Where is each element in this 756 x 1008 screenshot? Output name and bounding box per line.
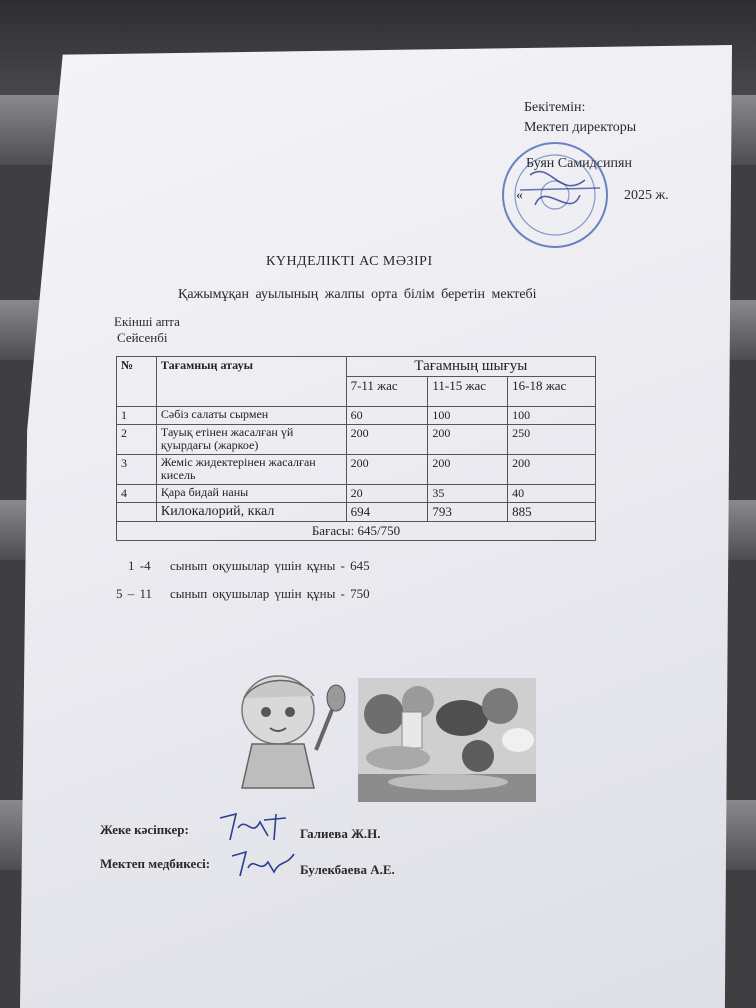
col-no-header: № — [117, 357, 157, 407]
nurse-label: Мектеп медбикесі: — [100, 856, 211, 871]
portion-value: 250 — [508, 425, 596, 455]
total-value: 694 — [346, 503, 428, 522]
dish-name: Тауық етінен жасалған үй қуырдағы (жаркое) — [156, 425, 346, 455]
col-output-header: Тағамның шығуы — [346, 357, 595, 377]
note-price: сынып оқушылар үшін құны - 750 — [170, 586, 370, 601]
day-label: Сейсенбі — [117, 330, 168, 345]
entrepreneur-name: Галиева Ж.Н. — [300, 826, 381, 841]
price-row: Бағасы: 645/750 — [117, 522, 596, 541]
age-header: 11-15 жас — [428, 377, 508, 407]
child-with-spoon-image — [218, 662, 358, 792]
table-row — [117, 455, 596, 485]
total-value: 885 — [508, 503, 596, 522]
note-grades: 1 -4 — [128, 558, 151, 573]
portion-value: 100 — [508, 407, 596, 425]
entrepreneur-label: Жеке кәсіпкер: — [100, 822, 189, 837]
portion-value: 200 — [346, 455, 428, 485]
approval-date-year: 2025 ж. — [624, 188, 669, 203]
entrepreneur-signature — [216, 810, 296, 844]
portion-value: 200 — [428, 425, 508, 455]
portion-value: 100 — [428, 407, 508, 425]
school-name: Қажымұқан ауылының жалпы орта білім беретін мектебі — [178, 287, 537, 302]
portion-value: 60 — [346, 407, 428, 425]
row-no: 3 — [117, 455, 157, 485]
portion-value: 20 — [346, 485, 428, 503]
dish-name: Қара бидай наны — [156, 485, 346, 503]
dish-name: Жеміс жидектерінен жасалған кисель — [156, 455, 346, 485]
approval-position: Мектеп директоры — [524, 120, 637, 135]
totals-label: Килокалорий, ккал — [156, 503, 346, 522]
row-no: 2 — [117, 425, 157, 455]
note-price: сынып оқушылар үшін құны - 645 — [170, 558, 370, 573]
week-label: Екінші апта — [114, 314, 180, 329]
page-title: КҮНДЕЛІКТІ АС МӘЗІРІ — [266, 254, 433, 269]
menu-table — [116, 356, 596, 541]
approval-date-open: « — [516, 188, 523, 203]
approval-label: Бекітемін: — [524, 100, 586, 115]
table-row — [117, 485, 596, 503]
portion-value: 200 — [508, 455, 596, 485]
row-no: 1 — [117, 407, 157, 425]
note-grades: 5 – 11 — [116, 586, 153, 601]
approval-director-name: Буян Самидсипян — [526, 156, 632, 171]
portion-value: 35 — [428, 485, 508, 503]
age-header: 16-18 жас — [508, 377, 596, 407]
nurse-name: Булекбаева А.Е. — [300, 862, 395, 877]
food-assortment-image — [358, 678, 536, 802]
totals-no — [117, 503, 157, 522]
portion-value: 200 — [428, 455, 508, 485]
round-stamp — [490, 140, 620, 270]
table-row — [117, 407, 596, 425]
total-value: 793 — [428, 503, 508, 522]
portion-value: 40 — [508, 485, 596, 503]
age-header: 7-11 жас — [346, 377, 428, 407]
dish-name: Сәбіз салаты сырмен — [156, 407, 346, 425]
portion-value: 200 — [346, 425, 428, 455]
col-name-header: Тағамның атауы — [156, 357, 346, 407]
totals-row — [117, 503, 596, 522]
nurse-signature — [228, 846, 300, 880]
row-no: 4 — [117, 485, 157, 503]
table-row — [117, 425, 596, 455]
